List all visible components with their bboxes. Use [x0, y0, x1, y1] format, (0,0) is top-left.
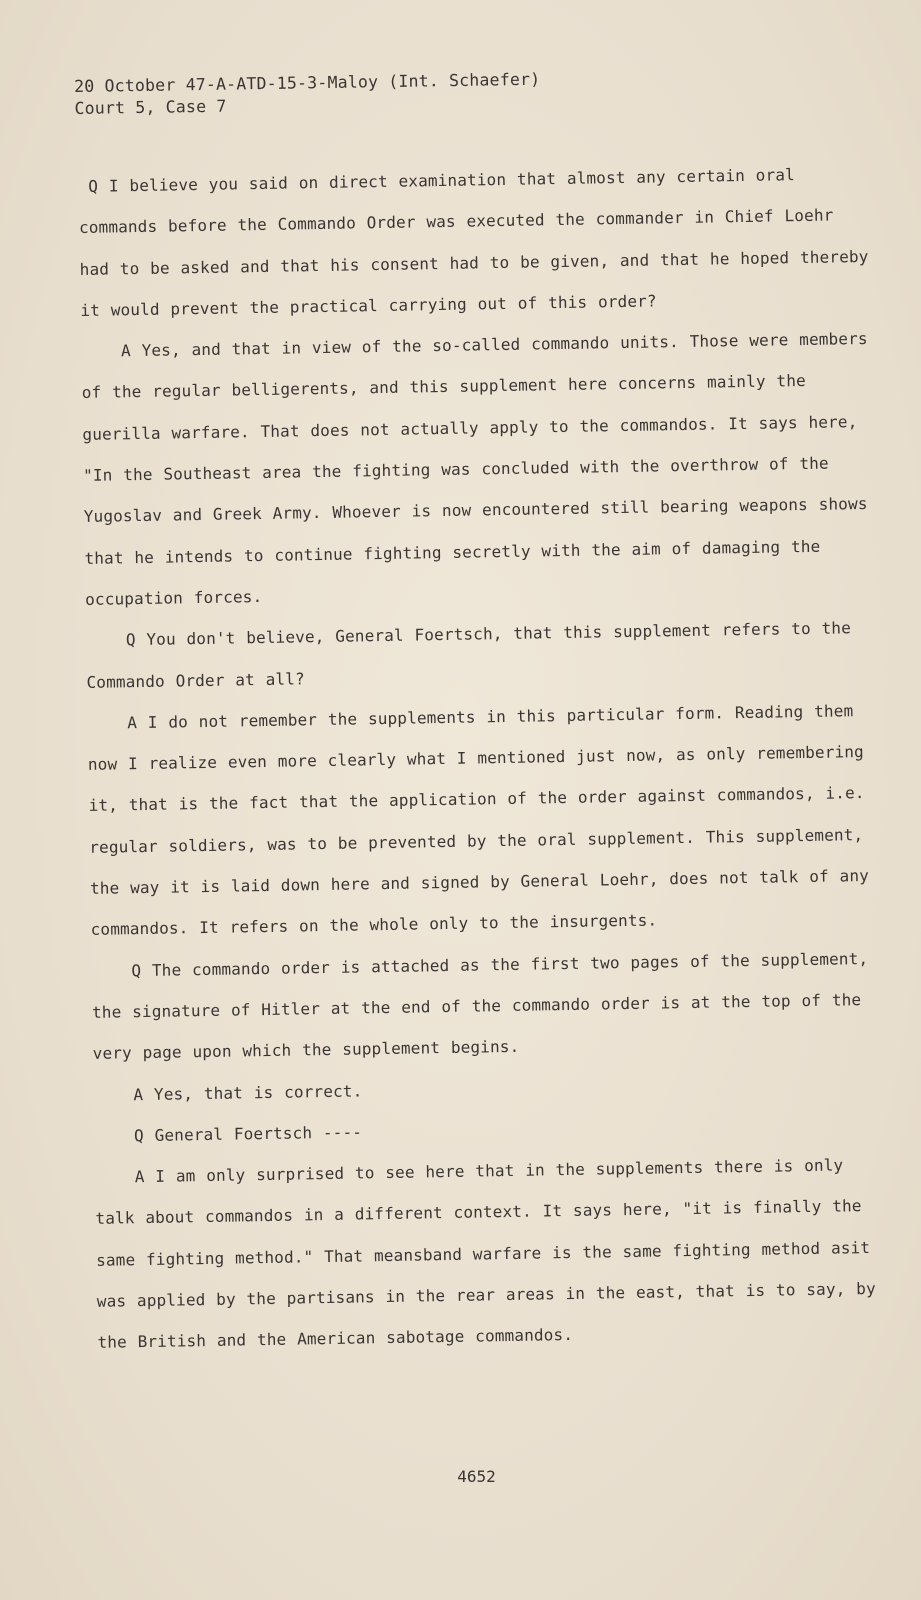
page-number: 4652: [457, 1467, 496, 1486]
document-header: [74, 69, 541, 120]
page-footer: [0, 1467, 921, 1486]
transcript-paragraph: Q The commando order is attached as the first two pages of the supplement, the signature of Hitler at the end of the commando order is at the top of the very page upon which the supplement begins.: [91, 948, 869, 1064]
transcript-paragraph: Q I believe you said on direct examination that almost any certain oral commands before the Commando Order was executed the commander in Chief Loehr had to be asked and that his consent had to be given, and that he hoped thereby it would prevent the practical carrying out of this order?: [78, 165, 869, 320]
transcript-paragraph: A Yes, and that in view of the so-called commando units. Those were members of the regular belligerents, and this supplement here concerns mainly the guerilla warfare. That does not actually apply to the commandos. It says here, "In the Southeast area the fighting was concluded with the overthrow of the Yugoslav and Greek Army. Whoever is now encountered still bearing weapons shows that he intends to continue fighting secretly with the aim of damaging the occupation forces.: [81, 329, 868, 609]
transcript-paragraph: A I do not remember the supplements in this particular form. Reading them now I realize even more clearly what I mentioned just now, as only remembering it, that is the fact that the application of the order against commandos, i.e. regular soldiers, was to be prevented by the oral supplement. This supplement, the way it is laid down here and signed by General Loehr, does not talk of any commandos. It refers on the whole only to the insurgents.: [87, 701, 870, 940]
transcript-paragraph: A Yes, that is correct.: [133, 1080, 363, 1104]
header-date-line: 20 October 47-A-ATD-15-3-Maloy (Int. Schaefer): [74, 69, 541, 96]
header-court-line: Court 5, Case 7: [74, 96, 227, 118]
transcript-paragraph: Q General Foertsch ----: [133, 1122, 363, 1146]
transcript-body: [78, 153, 888, 1364]
transcript-paragraph: A I am only surprised to see here that in the supplements there is only talk about commandos in a different context. It says here, "it is finally the same fighting method." That meansband warfare is the same fighting method asit was applied by the partisans in the rear areas in the east, that is to say, by the British and the American sabotage commandos.: [95, 1155, 876, 1353]
transcript-paragraph: Q You don't believe, General Foertsch, that this supplement refers to the Commando Order at all?: [86, 618, 852, 692]
